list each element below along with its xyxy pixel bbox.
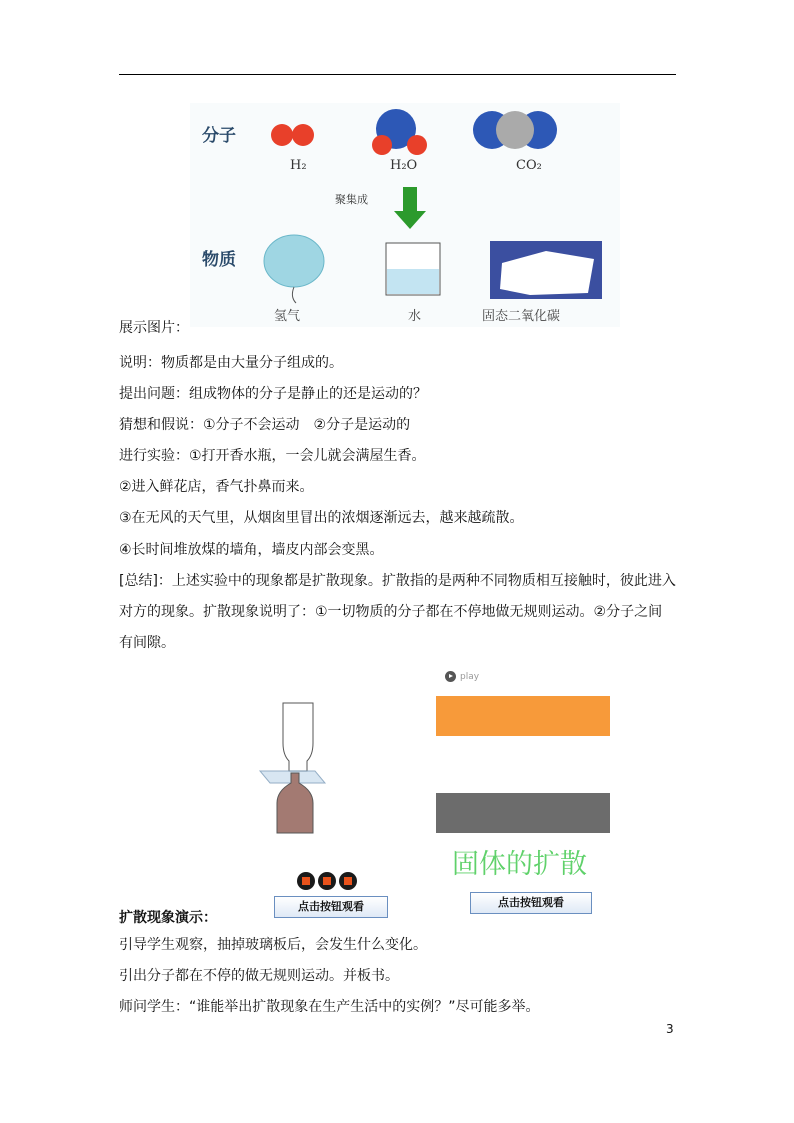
page-number: 3 xyxy=(666,1022,674,1036)
paragraph: 引出分子都在不停的做无规则运动。并板书。 xyxy=(119,968,399,984)
paragraph: ③在无风的天气里，从烟囱里冒出的浓烟逐渐远去，越来越疏散。 xyxy=(119,510,524,526)
substance-dry-ice: 固态二氧化碳 xyxy=(482,309,561,324)
watch-button[interactable]: 点击按钮观看 xyxy=(274,896,388,918)
arrow-label: 聚集成 xyxy=(335,193,368,206)
paragraph: 说明：物质都是由大量分子组成的。 xyxy=(119,355,343,371)
gray-block xyxy=(436,793,610,833)
molecule-co2: CO₂ xyxy=(516,158,542,173)
paragraph: 展示图片： xyxy=(119,320,189,336)
paragraph: ②进入鲜花店，香气扑鼻而来。 xyxy=(119,479,314,495)
paragraph: 猜想和假说：①分子不会运动 ②分子是运动的 xyxy=(119,417,411,433)
stop-control-icon[interactable] xyxy=(318,872,336,890)
substance-hydrogen: 氢气 xyxy=(274,309,301,324)
orange-block xyxy=(436,696,610,736)
play-control-icon[interactable] xyxy=(297,872,315,890)
bottle-diffusion-figure xyxy=(255,693,375,893)
rewind-control-icon[interactable] xyxy=(339,872,357,890)
molecule-label: 分子 xyxy=(202,126,236,146)
header-rule xyxy=(119,74,676,75)
molecule-h2: H₂ xyxy=(290,158,307,173)
paragraph: ④长时间堆放煤的墙角，墙皮内部会变黑。 xyxy=(119,542,384,558)
paragraph: 引导学生观察，抽掉玻璃板后，会发生什么变化。 xyxy=(119,937,427,953)
molecule-substance-figure xyxy=(190,103,620,327)
paragraph: 提出问题：组成物体的分子是静止的还是运动的？ xyxy=(119,386,427,402)
summary-paragraph: [总结]：上述实验中的现象都是扩散现象。扩散指的是两种不同物质相互接触时，彼此进入对方的现象。扩散现象说明了：①一切物质的分子都在不停地做无规则运动。②分子之间有间隙。 xyxy=(119,573,676,651)
molecule-h2o: H₂O xyxy=(390,158,418,173)
play-icon[interactable] xyxy=(445,671,456,682)
substance-water: 水 xyxy=(408,309,422,324)
solid-diffusion-title: 固体的扩散 xyxy=(452,849,587,880)
substance-label: 物质 xyxy=(202,250,236,270)
paragraph: 师问学生：“谁能举出扩散现象在生产生活中的实例？”尽可能多举。 xyxy=(119,999,540,1015)
play-label[interactable]: play xyxy=(460,672,480,682)
watch-button[interactable]: 点击按钮观看 xyxy=(470,892,592,914)
paragraph: 进行实验：①打开香水瓶，一会儿就会满屋生香。 xyxy=(119,448,426,464)
demo-title: 扩散现象演示： xyxy=(119,910,217,926)
